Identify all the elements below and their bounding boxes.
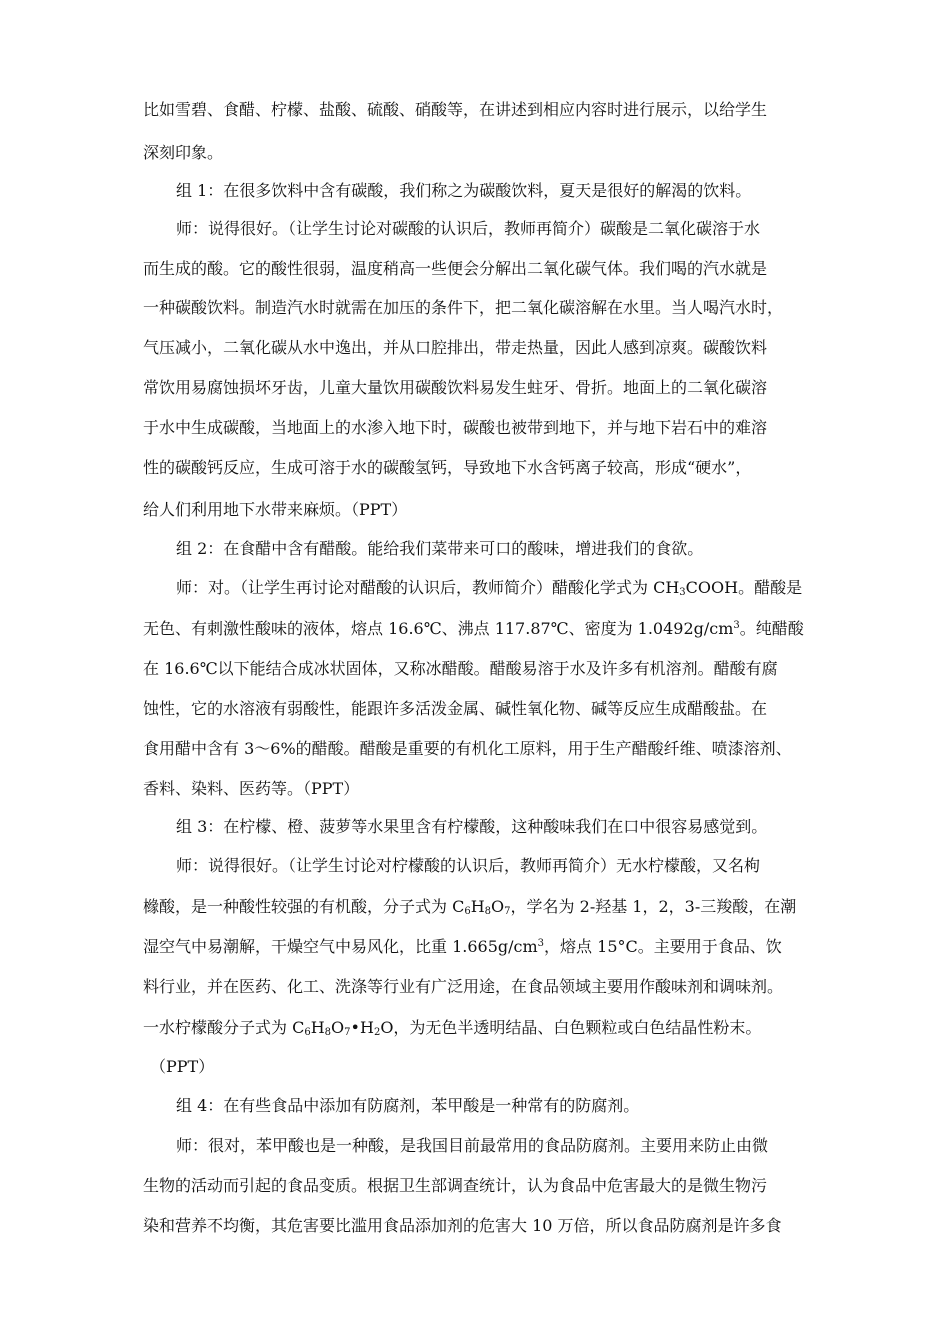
- text-line: 深刻印象。: [143, 143, 224, 162]
- text-line: 组 1：在很多饮料中含有碳酸，我们称之为碳酸饮料，夏天是很好的解渴的饮料。: [176, 181, 752, 200]
- text-line: 于水中生成碳酸，当地面上的水渗入地下时，碳酸也被带到地下，并与地下岩石中的难溶: [143, 418, 768, 437]
- text-line: 一水柠檬酸分子式为 $C_6H_8O_7•H_2O$，为无色半透明结晶、白色颗粒或白色结晶性粉末。: [143, 1018, 762, 1038]
- text-line: 橼酸，是一种酸性较强的有机酸，分子式为 $C_6H_8O_7$，学名为 2-羟基 1，2，3-三羧酸，在潮: [143, 897, 797, 917]
- text-line: 蚀性，它的水溶液有弱酸性，能跟许多活泼金属、碱性氧化物、碱等反应生成醋酸盐。在: [143, 699, 768, 718]
- text-line: 湿空气中易潮解，干燥空气中易风化，比重 $1.665g/cm^3$，熔点 15°C。主要用于食品、饮: [143, 937, 782, 956]
- text-line: 料行业，并在医药、化工、洗涤等行业有广泛用途，在食品领域主要用作酸味剂和调味剂。: [143, 977, 784, 996]
- text-line: 一种碳酸饮料。制造汽水时就需在加压的条件下，把二氧化碳溶解在水里。当人喝汽水时，: [143, 298, 784, 317]
- text-line: 无色、有刺激性酸味的液体，熔点 16.6℃、沸点 117.87℃、密度为 $1.0492g/cm^3$。纯醋酸: [143, 619, 804, 638]
- text-line: 在 16.6℃以下能结合成冰状固体，又称冰醋酸。醋酸易溶于水及许多有机溶剂。醋酸有腐: [143, 659, 778, 678]
- text-line: 师：对。（让学生再讨论对醋酸的认识后，教师简介）醋酸化学式为 $CH_3COOH$。醋酸是: [176, 578, 803, 598]
- text-line: 师：说得很好。（让学生讨论对碳酸的认识后，教师再简介）碳酸是二氧化碳溶于水: [176, 219, 761, 238]
- text-line: 师：说得很好。（让学生讨论对柠檬酸的认识后，教师再简介）无水柠檬酸，又名枸: [176, 856, 761, 875]
- text-line: 组 2：在食醋中含有醋酸。能给我们菜带来可口的酸味，增进我们的食欲。: [176, 539, 704, 558]
- text-line: 师：很对，苯甲酸也是一种酸，是我国目前最常用的食品防腐剂。主要用来防止由微: [176, 1136, 769, 1155]
- text-line: 而生成的酸。它的酸性很弱，温度稍高一些便会分解出二氧化碳气体。我们喝的汽水就是: [143, 259, 768, 278]
- text-line: （PPT）: [150, 1057, 215, 1076]
- text-line: 染和营养不均衡，其危害要比滥用食品添加剂的危害大 10 万倍，所以食品防腐剂是许多食: [143, 1216, 782, 1235]
- text-line: 食用醋中含有 3～6%的醋酸。醋酸是重要的有机化工原料，用于生产醋酸纤维、喷漆溶剂、: [143, 739, 792, 758]
- text-line: 气压减小，二氧化碳从水中逸出，并从口腔排出，带走热量，因此人感到凉爽。碳酸饮料: [143, 338, 768, 357]
- text-line: 生物的活动而引起的食品变质。根据卫生部调查统计，认为食品中危害最大的是微生物污: [143, 1176, 768, 1195]
- text-line: 常饮用易腐蚀损坏牙齿，儿童大量饮用碳酸饮料易发生蛀牙、骨折。地面上的二氧化碳溶: [143, 378, 768, 397]
- text-line: 性的碳酸钙反应，生成可溶于水的碳酸氢钙，导致地下水含钙离子较高，形成“硬水”，: [143, 458, 752, 477]
- text-line: 比如雪碧、食醋、柠檬、盐酸、硫酸、硝酸等，在讲述到相应内容时进行展示，以给学生: [143, 100, 768, 119]
- text-line: 组 3：在柠檬、橙、菠萝等水果里含有柠檬酸，这种酸味我们在口中很容易感觉到。: [176, 817, 768, 836]
- text-line: 给人们利用地下水带来麻烦。（PPT）: [143, 500, 408, 519]
- text-line: 香料、染料、医药等。（PPT）: [143, 779, 360, 798]
- text-line: 组 4：在有些食品中添加有防腐剂，苯甲酸是一种常有的防腐剂。: [176, 1096, 640, 1115]
